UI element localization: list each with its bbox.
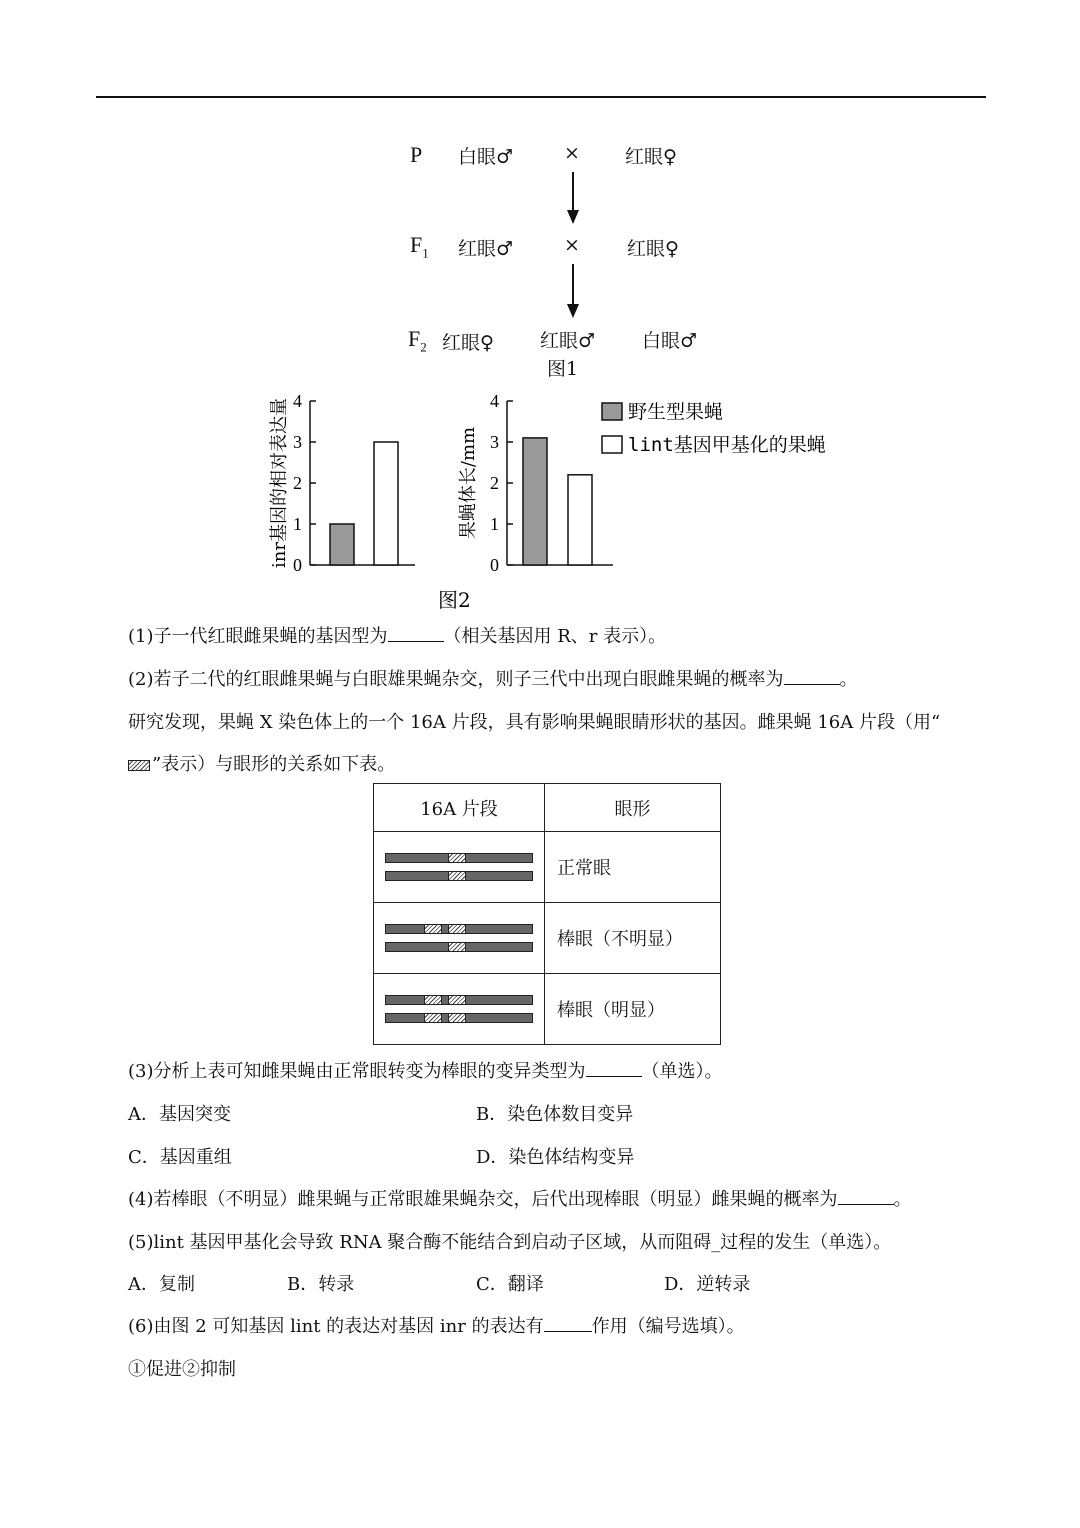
q6-blank[interactable] xyxy=(544,1315,592,1332)
question-4 xyxy=(128,1185,912,1211)
q3-option-c[interactable]: C．基因重组 xyxy=(128,1147,232,1168)
q3-blank[interactable] xyxy=(586,1060,642,1077)
q4-text: (4)若棒眼（不明显）雌果蝇与正常眼雄果蝇杂交，后代出现棒眼（明显）雌果蝇的概率为 xyxy=(128,1189,838,1210)
question-3 xyxy=(128,1057,723,1083)
eye-cell: 棒眼（不明显） xyxy=(545,903,721,974)
figure-2-svg xyxy=(250,385,850,615)
p-female: 红眼♀ xyxy=(625,146,677,168)
question-6 xyxy=(128,1312,745,1338)
q5-option-d[interactable]: D．逆转录 xyxy=(664,1274,751,1295)
chart1-bar-lint xyxy=(374,442,398,565)
q4-text-post: 。 xyxy=(893,1189,912,1210)
legend-wild-label: 野生型果蝇 xyxy=(628,401,724,423)
gen-f1-letter: F xyxy=(410,232,423,257)
chart-inr-expression xyxy=(293,391,415,575)
segment-cell xyxy=(374,832,545,903)
segment-eye-table xyxy=(373,783,721,1045)
segment-symbol-icon xyxy=(128,760,150,771)
arrowhead-p-f1 xyxy=(567,210,579,224)
q3-option-d[interactable]: D．染色体结构变异 xyxy=(476,1147,635,1168)
chromosome-top xyxy=(385,853,533,863)
figure-2-caption: 图2 xyxy=(438,588,471,612)
q1-blank[interactable] xyxy=(388,625,444,642)
p-cross: × xyxy=(564,142,580,164)
segment-16a xyxy=(448,995,466,1005)
chart2-ytick-label: 3 xyxy=(490,432,499,452)
arrow-f1-f2 xyxy=(572,264,574,306)
chart1-bar-wild xyxy=(330,524,354,565)
f1-cross: × xyxy=(564,234,580,256)
f1-female: 红眼♀ xyxy=(627,238,679,260)
q3-text-post: （单选）。 xyxy=(641,1061,723,1082)
gen-p: P xyxy=(410,142,423,167)
chart1-ytick-label: 4 xyxy=(293,391,302,411)
chart2-ytick-label: 0 xyxy=(490,555,499,575)
f2-white-male: 白眼♂ xyxy=(642,330,698,352)
q1-text-post: （相关基因用 R、r 表示）。 xyxy=(443,626,667,647)
chart1-ytick-label: 3 xyxy=(293,432,302,452)
gen-f2-letter: F xyxy=(408,326,421,351)
figure-1-cross-diagram xyxy=(400,130,700,380)
chart2-ytick-label: 4 xyxy=(490,391,499,411)
chromosome-bottom xyxy=(385,871,533,881)
segment-cell xyxy=(374,903,545,974)
q2-text-post: 。 xyxy=(839,669,858,690)
q3-option-b[interactable]: B．染色体数目变异 xyxy=(476,1104,634,1125)
chart2-bar-wild xyxy=(523,438,547,565)
chart2-ytick-label: 1 xyxy=(490,514,499,534)
chart2-ylabel: 果蝇体长/mm xyxy=(458,426,479,540)
q6-text: (6)由图 2 可知基因 lint 的表达对基因 inr 的表达有 xyxy=(128,1316,544,1337)
table-header-segment: 16A 片段 xyxy=(374,784,545,832)
question-1 xyxy=(128,622,666,648)
gen-f1-sub: 1 xyxy=(422,245,429,261)
segment-16a xyxy=(424,924,442,934)
p-male: 白眼♂ xyxy=(458,146,514,168)
intro-line-2 xyxy=(128,750,395,776)
table-row xyxy=(374,903,721,974)
chromosome-top xyxy=(385,924,533,934)
header-rule xyxy=(96,96,986,98)
segment-cell xyxy=(374,974,545,1045)
table-row xyxy=(374,974,721,1045)
q3-text: (3)分析上表可知雌果蝇由正常眼转变为棒眼的变异类型为 xyxy=(128,1061,586,1082)
q3-option-a[interactable]: A．基因突变 xyxy=(128,1104,231,1125)
eye-cell: 棒眼（明显） xyxy=(545,974,721,1045)
chart1-ytick-label: 1 xyxy=(293,514,302,534)
table-row xyxy=(374,832,721,903)
segment-16a xyxy=(448,853,466,863)
legend-lint-label: lint基因甲基化的果蝇 xyxy=(628,434,826,456)
segment-16a xyxy=(448,924,466,934)
table-header-eye: 眼形 xyxy=(545,784,721,832)
gen-f2-sub: 2 xyxy=(420,339,427,355)
q2-blank[interactable] xyxy=(784,668,840,685)
q5-option-a[interactable]: A．复制 xyxy=(128,1274,195,1295)
q5-option-b[interactable]: B．转录 xyxy=(287,1274,355,1295)
segment-16a xyxy=(448,942,466,952)
chart2-ytick-label: 2 xyxy=(490,473,499,493)
gen-f1 xyxy=(410,232,429,261)
legend-lint-swatch xyxy=(602,436,622,453)
chart1-ytick-label: 0 xyxy=(293,555,302,575)
intro-line-1: 研究发现，果蝇 X 染色体上的一个 16A 片段，具有影响果蝇眼睛形状的基因。雌果蝇 16A 片段（用“ xyxy=(128,712,941,733)
segment-16a xyxy=(448,1013,466,1023)
segment-16a xyxy=(424,1013,442,1023)
q2-text: (2)若子二代的红眼雌果蝇与白眼雄果蝇杂交，则子三代中出现白眼雌果蝇的概率为 xyxy=(128,669,784,690)
f2-red-female: 红眼♀ xyxy=(442,332,494,354)
q6-text-post: 作用（编号选填）。 xyxy=(591,1316,745,1337)
arrow-p-f1 xyxy=(572,172,574,212)
chromosome-top xyxy=(385,995,533,1005)
intro-2-text: ”表示）与眼形的关系如下表。 xyxy=(152,754,396,775)
q6-options: ①促进②抑制 xyxy=(128,1359,236,1380)
legend-wild-swatch xyxy=(602,403,622,420)
f2-red-male: 红眼♂ xyxy=(540,330,596,352)
q5-option-c[interactable]: C．翻译 xyxy=(476,1274,544,1295)
chromosome-bottom xyxy=(385,942,533,952)
eye-cell: 正常眼 xyxy=(545,832,721,903)
figure-2 xyxy=(250,385,850,615)
q4-blank[interactable] xyxy=(838,1188,894,1205)
arrowhead-f1-f2 xyxy=(567,304,579,318)
q1-text: (1)子一代红眼雌果蝇的基因型为 xyxy=(128,626,388,647)
f1-male: 红眼♂ xyxy=(458,238,514,260)
chart1-ylabel: inr基因的相对表达量 xyxy=(269,398,290,568)
chart1-ytick-label: 2 xyxy=(293,473,302,493)
question-2 xyxy=(128,665,858,691)
question-5: (5)lint 基因甲基化会导致 RNA 聚合酶不能结合到启动子区域，从而阻碍_过程的发生（单选）。 xyxy=(128,1232,892,1253)
figure-1-caption: 图1 xyxy=(547,358,579,380)
gen-f2 xyxy=(408,326,427,355)
chart-body-length xyxy=(490,391,613,575)
segment-16a xyxy=(448,871,466,881)
segment-16a xyxy=(424,995,442,1005)
chromosome-bottom xyxy=(385,1013,533,1023)
chart2-bar-lint xyxy=(568,475,592,565)
